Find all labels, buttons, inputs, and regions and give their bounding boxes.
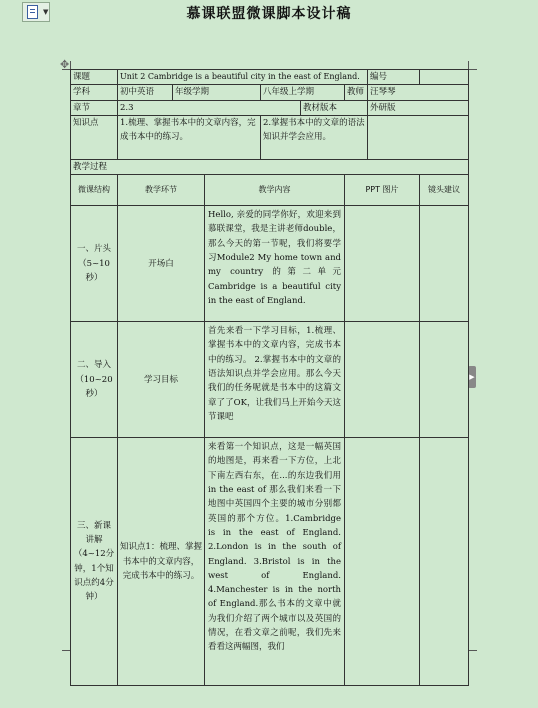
row-content: 来看第一个知识点，这是一幅英国的地图是，再来看一下方位，上北下南左西右东，在...的东边我们用 in the east of 那么我们来看一下地图中英国四个主要的城市分别都英国的那个方位。1.Cambridge is in the east of England. 2.London is in the south of England. 3.Bristol is in the west of England. 4.Manchester is in the north of England.那么书本的文章中就为我们介绍了两个城市以及英国的情况，在看文章之前呢，我们先来看看这两幅图，我们	[205, 438, 345, 686]
subject-label: 学科	[71, 85, 118, 100]
row-step: 学习目标	[118, 322, 205, 438]
chevron-down-icon: ▼	[43, 8, 49, 16]
knowledge-label: 知识点	[71, 115, 118, 159]
row-ppt	[345, 438, 420, 686]
subject-value: 初中英语	[118, 85, 173, 100]
textbook-value: 外研版	[368, 100, 469, 115]
knowledge-point-1: 1.梳理、掌握书本中的文章内容，完成书本中的练习。	[118, 115, 261, 159]
header-ppt: PPT 图片	[345, 175, 420, 206]
header-content: 教学内容	[205, 175, 345, 206]
chapter-label: 章节	[71, 100, 118, 115]
teacher-value: 汪琴琴	[368, 85, 469, 100]
row-shot	[420, 206, 469, 322]
row-step: 知识点1：梳理、掌握书本中的文章内容，完成书本中的练习。	[118, 438, 205, 686]
grade-label: 年级学期	[173, 85, 261, 100]
topic-value: Unit 2 Cambridge is a beautiful city in the east of England.	[118, 70, 368, 85]
number-label: 编号	[368, 70, 420, 85]
grade-value: 八年级上学期	[261, 85, 345, 100]
row-shot	[420, 322, 469, 438]
row-structure: 二、导入（10~20秒）	[71, 322, 118, 438]
chapter-value: 2.3	[118, 100, 301, 115]
topic-label: 课题	[71, 70, 118, 85]
teacher-label: 教师	[345, 85, 368, 100]
row-content: Hello, 亲爱的同学你好，欢迎来到慕联课堂，我是主讲老师double，那么今天的第一节呢，我们将要学习Module2 My home town and my country 的第二单元 Cambridge is a beautiful city in the east of England.	[205, 206, 345, 322]
move-handle-icon[interactable]: ✥	[60, 58, 70, 71]
row-step: 开场白	[118, 206, 205, 322]
header-step: 教学环节	[118, 175, 205, 206]
textbook-label: 教材版本	[301, 100, 368, 115]
table-row	[71, 206, 469, 322]
table-row	[71, 322, 469, 438]
knowledge-blank	[368, 115, 469, 159]
lesson-design-table	[70, 69, 469, 686]
row-content: 首先来看一下学习目标，1.梳理、掌握书本中的文章内容，完成书本中的练习。 2.掌握书本中的文章的语法知识点并学会应用。那么今天我们的任务呢就是书本中的这篇文章了了OK，让我们马上开始今天这节课吧	[205, 322, 345, 438]
row-shot	[420, 438, 469, 686]
corner-mark	[468, 61, 477, 70]
row-ppt	[345, 206, 420, 322]
knowledge-point-2: 2.掌握书本中的文章的语法知识并学会应用。	[261, 115, 368, 159]
header-shot: 镜头建议	[420, 175, 469, 206]
header-structure: 微课结构	[71, 175, 118, 206]
page-title: 慕课联盟微课脚本设计稿	[186, 6, 352, 22]
row-structure: 一、片头（5~10秒）	[71, 206, 118, 322]
number-value	[420, 70, 469, 85]
table-row	[71, 438, 469, 686]
row-ppt	[345, 322, 420, 438]
process-label: 教学过程	[71, 159, 469, 174]
side-scroll-tab[interactable]: ▶	[468, 366, 476, 388]
row-structure: 三、新课讲解（4~12分钟，1个知识点约4分钟）	[71, 438, 118, 686]
corner-mark	[468, 650, 477, 659]
